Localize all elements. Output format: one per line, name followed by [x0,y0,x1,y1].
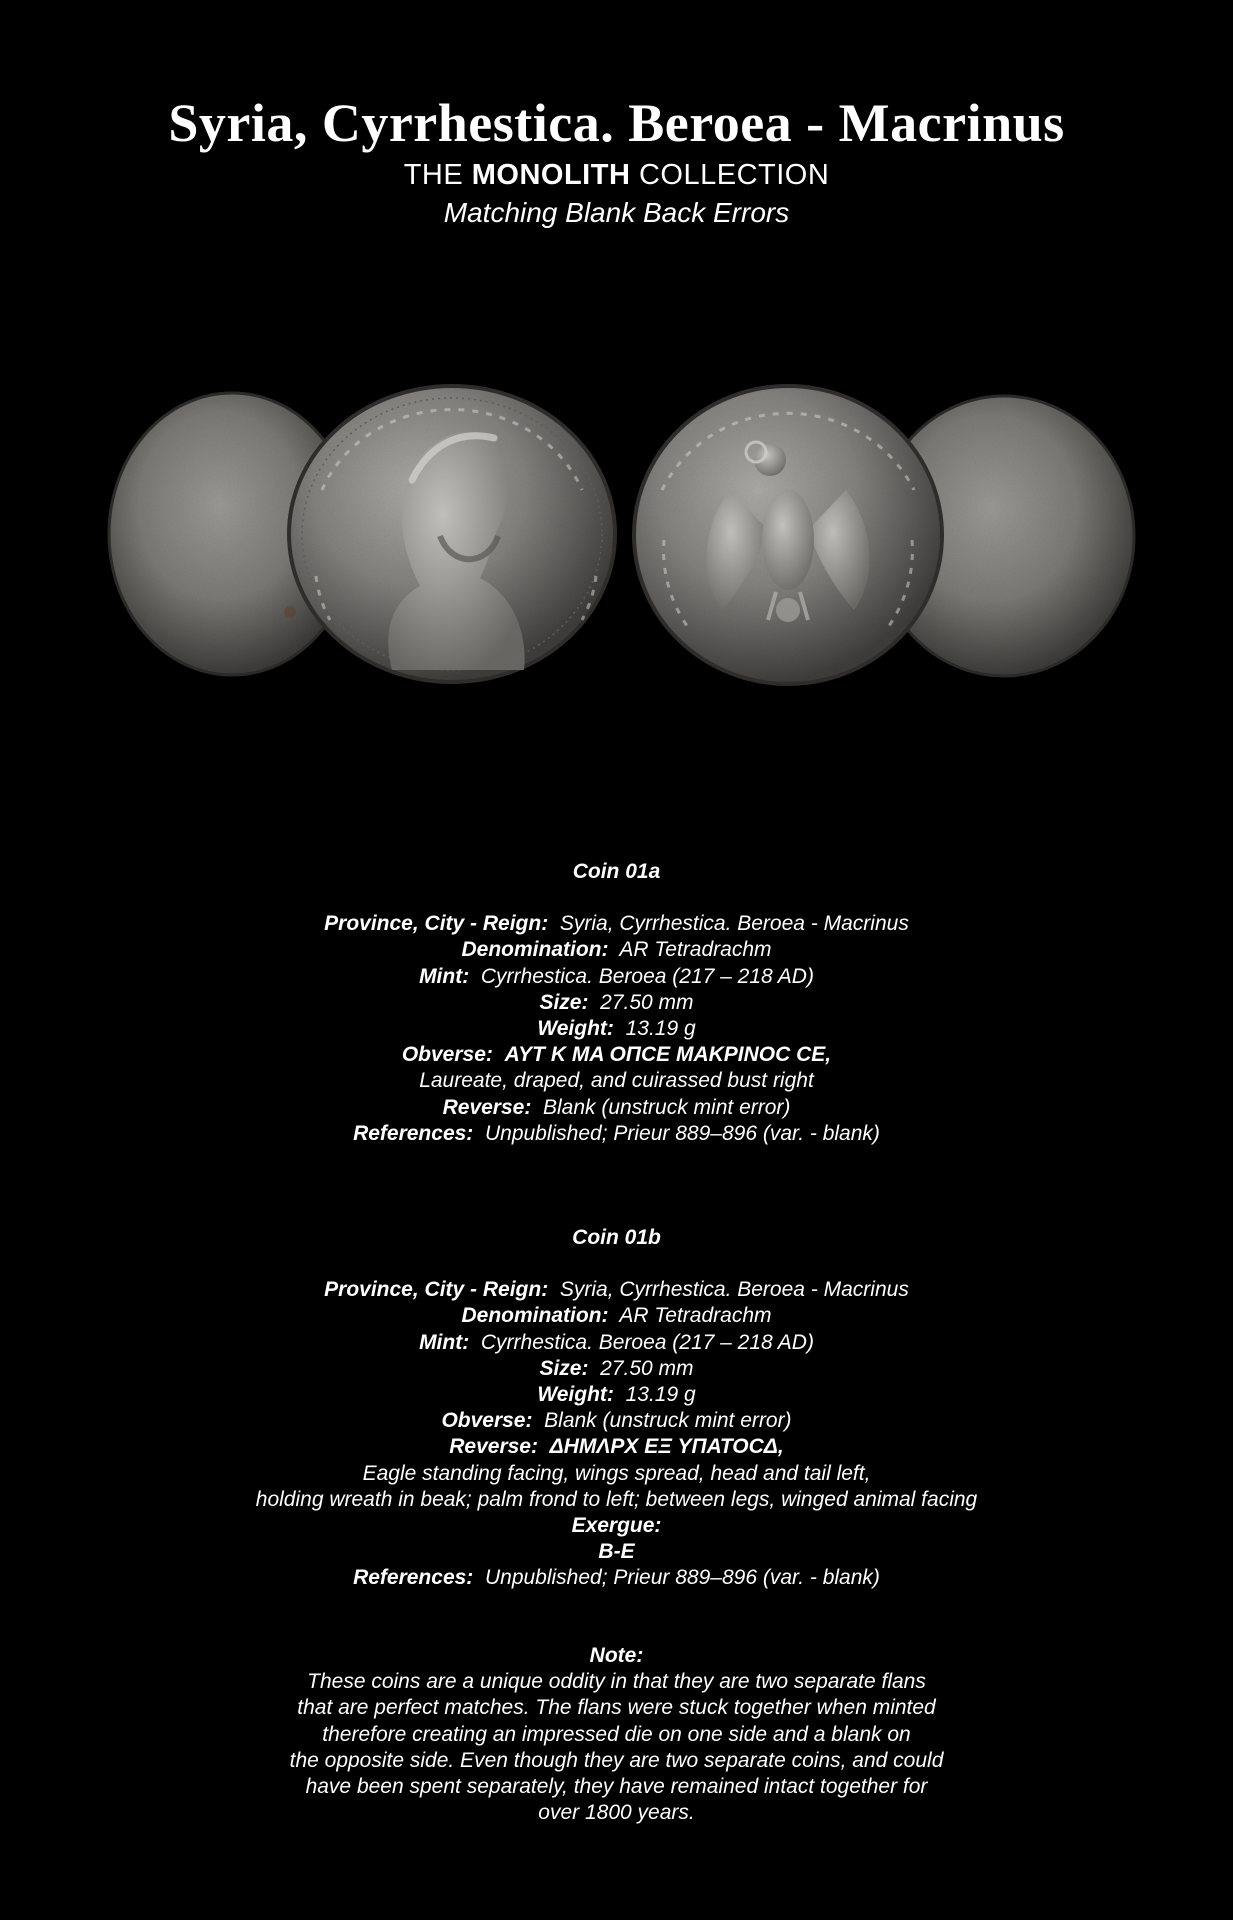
collection-pre: THE [403,159,464,191]
coin-01b-obverse-row [0,1408,1233,1434]
size-label: Size: [539,1356,589,1380]
coin-01b-province-row [0,1277,1233,1303]
collection-post: COLLECTION [638,159,830,191]
province-value: Syria, Cyrrhestica. Beroea - Macrinus [559,1278,909,1302]
weight-label: Weight: [537,1017,614,1041]
references-value: Unpublished; Prieur 889–896 (var. - blank) [484,1566,880,1590]
coin-01a-details [0,859,1233,1147]
coin-01b-details [0,1225,1233,1592]
exergue-value: B-E [598,1540,635,1564]
page-title: Syria, Cyrrhestica. Beroea - Macrinus [168,93,1065,153]
collection-brand: MONOLITH [471,159,631,191]
coin-01b-reverse [634,386,942,684]
province-label: Province, City - Reign: [324,912,549,936]
coin-01a-province-row [0,911,1233,937]
size-value: 27.50 mm [600,990,694,1014]
reverse-label: Reverse: [449,1435,538,1459]
province-value: Syria, Cyrrhestica. Beroea - Macrinus [559,912,909,936]
obverse-label: Obverse: [441,1409,533,1433]
coin-01b-denomination-row [0,1303,1233,1329]
note-line: the opposite side. Even though they are two separate coins, and could [289,1748,944,1772]
coin-photo [0,340,1233,740]
coin-01a-obverse-row [0,1042,1233,1068]
note-line: that are perfect matches. The flans were stuck together when minted [297,1696,936,1720]
coin-01b-reverse-row [0,1434,1233,1460]
note-line: therefore creating an impressed die on one side and a blank on [322,1722,911,1746]
coin-01b-heading: Coin 01b [572,1226,661,1249]
coin-01a-reverse-row [0,1095,1233,1121]
reverse-label: Reverse: [442,1095,532,1119]
obverse-legend: AYT K MA ΟΠCE MAKPINOC CE, [504,1043,832,1067]
province-label: Province, City - Reign: [324,1278,549,1302]
coin-01b-size-row [0,1356,1233,1382]
mint-value: Cyrrhestica. Beroea (217 – 218 AD) [480,1330,814,1354]
reverse-legend: ΔΗΜΛΡΧ ΕΞ ΥΠΑΤΟCΔ, [549,1435,784,1459]
obverse-description: Laureate, draped, and cuirassed bust right [419,1069,814,1093]
mint-value: Cyrrhestica. Beroea (217 – 218 AD) [480,964,814,988]
references-value: Unpublished; Prieur 889–896 (var. - blank) [484,1121,880,1145]
mint-label: Mint: [419,1330,470,1354]
references-label: References: [353,1566,474,1590]
obverse-value: Blank (unstruck mint error) [544,1409,792,1433]
denomination-label: Denomination: [461,1304,609,1328]
weight-value: 13.19 g [625,1017,696,1041]
coin-01b-references-row [0,1565,1233,1591]
note-line: These coins are a unique oddity in that they are two separate flans [307,1670,926,1694]
collection-name [0,158,1233,192]
weight-label: Weight: [537,1383,614,1407]
coin-01b-weight-row [0,1382,1233,1408]
coin-01a-weight-row [0,1016,1233,1042]
size-value: 27.50 mm [600,1356,694,1380]
coin-01a-size-row [0,990,1233,1016]
coin-01a-mint-row [0,964,1233,990]
reverse-description-1: Eagle standing facing, wings spread, head and tail left, [362,1461,871,1485]
coin-01b-mint-row [0,1330,1233,1356]
reverse-value: Blank (unstruck mint error) [543,1095,791,1119]
note-line: over 1800 years. [538,1801,695,1825]
coin-01a-denomination-row [0,937,1233,963]
coin-01a-obverse [289,386,615,682]
note-heading: Note: [589,1644,644,1667]
references-label: References: [353,1121,474,1145]
note-line: have been spent separately, they have remained intact together for [305,1775,928,1799]
note-section [0,1643,1233,1826]
size-label: Size: [539,990,589,1014]
coin-01a-heading: Coin 01a [572,860,661,883]
page-subtitle: Matching Blank Back Errors [443,197,790,228]
denomination-value: AR Tetradrachm [619,938,772,962]
exergue-label: Exergue: [571,1514,662,1538]
denomination-label: Denomination: [461,938,609,962]
mint-label: Mint: [419,964,470,988]
obverse-label: Obverse: [401,1043,493,1067]
reverse-description-2: holding wreath in beak; palm frond to left; between legs, winged animal facing [255,1487,978,1511]
coin-01a-references-row [0,1121,1233,1147]
coin-photo-svg [0,340,1233,740]
weight-value: 13.19 g [625,1383,696,1407]
denomination-value: AR Tetradrachm [619,1304,772,1328]
